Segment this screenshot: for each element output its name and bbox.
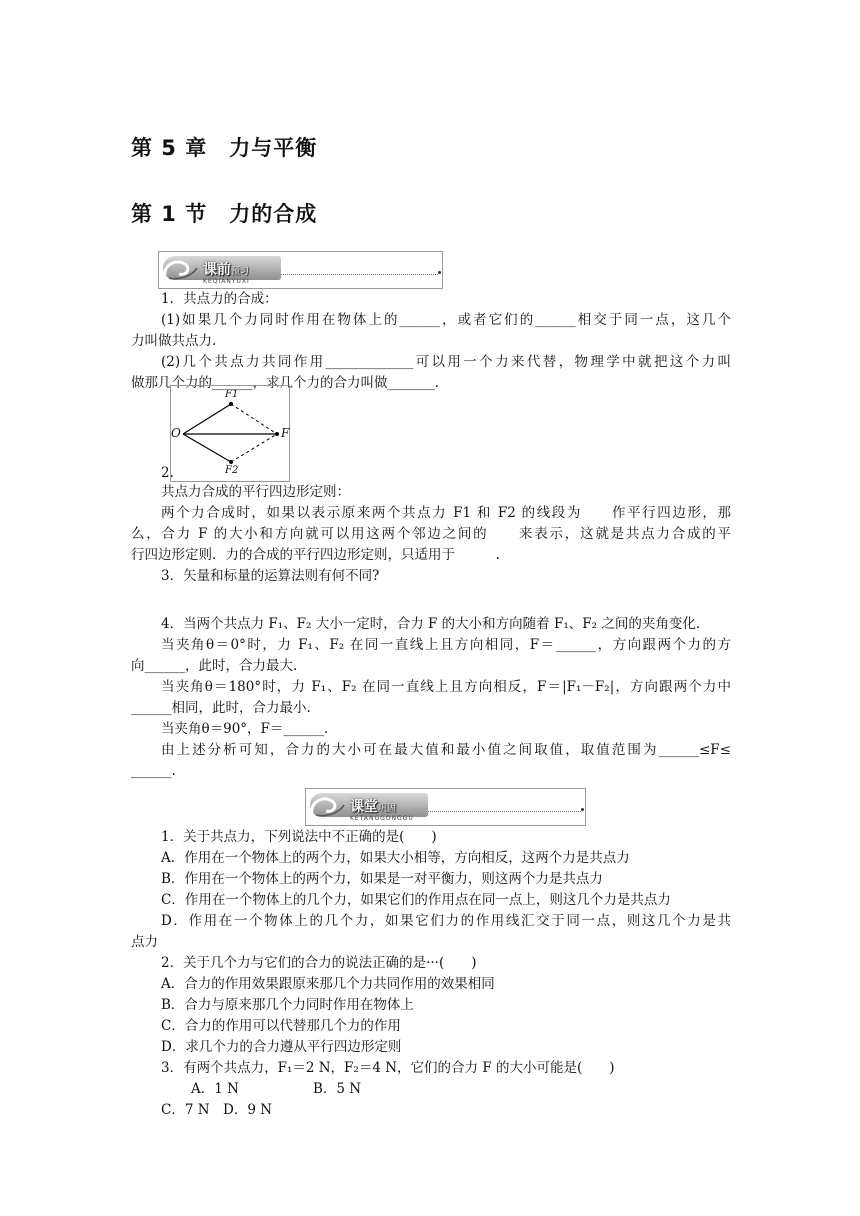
preview-banner-dotted-rule [281, 274, 438, 275]
classwork-q2-option-c: C．合力的作用可以代替那几个力的作用 [161, 1018, 401, 1034]
preview-q4-line-d: 当夹角θ＝180°时，力 F₁、F₂ 在同一直线上且方向相反，F＝|F₁－F₂|，方向跟两个力中 [161, 679, 731, 695]
classwork-q1-option-d-line-b: 点力 [131, 934, 158, 950]
classwork-q1-option-b: B．作用在一个物体上的两个力，如果是一对平衡力，则这两个力是共点力 [161, 871, 603, 887]
preview-q1-2-line-b: 做那几个力的______，求几个力的合力叫做_______. [131, 375, 440, 391]
classwork-q3: 3．有两个共点力，F₁＝2 N，F₂＝4 N，它们的合力 F 的大小可能是( ) [161, 1060, 615, 1076]
preview-q1-title: 1．共点力的合成： [161, 291, 278, 307]
classwork-banner-dotted-rule [428, 811, 581, 812]
preview-q4-line-f: 当夹角θ＝90°，F＝______. [161, 721, 329, 737]
label-o: O [171, 426, 181, 440]
classwork-q2-option-b: B．合力与原来那几个力同时作用在物体上 [161, 997, 414, 1013]
classwork-q3-options-ab [131, 1079, 731, 1100]
preview-q2-number: 2. [161, 465, 174, 481]
label-f1: F1 [225, 389, 239, 400]
classwork-banner-dot [581, 808, 584, 811]
classwork-q3-option-a: A．1 N [191, 1081, 239, 1097]
preview-q4-line-h: ______. [131, 763, 176, 779]
label-f2: F2 [225, 465, 239, 476]
classwork-banner-title: 课堂巩固 [350, 799, 397, 815]
classwork-q1-option-c: C．作用在一个物体上的几个力，如果它们的作用点在同一点上，则这几个力是共点力 [161, 892, 671, 908]
preview-banner-title: 课前预习 [203, 262, 250, 278]
classwork-q3-option-b: B．5 N [313, 1081, 362, 1097]
section-title: 第 1 节 力的合成 [131, 202, 318, 226]
preview-q1-1-line-b: 力叫做共点力. [131, 333, 217, 349]
chapter-title: 第 5 章 力与平衡 [131, 136, 318, 160]
classwork-q2-option-a: A．合力的作用效果跟原来那几个力共同作用的效果相同 [161, 976, 495, 992]
preview-q4-line-g: 由上述分析可知，合力的大小可在最大值和最小值之间取值，取值范围为______≤F≤ [161, 742, 731, 758]
swirl-logo-icon [161, 254, 201, 282]
preview-banner-dot [438, 271, 441, 274]
preview-q4-line-a: 4．当两个共点力 F₁、F₂ 大小一定时，合力 F 的大小和方向随着 F₁、F₂ 之间的夹角变化. [161, 616, 701, 632]
preview-banner-pinyin: KEQIANYUXI [203, 278, 250, 285]
preview-banner [158, 251, 443, 289]
classwork-q2-option-d: D．求几个力的合力遵从平行四边形定则 [161, 1039, 402, 1055]
preview-q4-line-e: ______相同，此时，合力最小. [131, 700, 311, 716]
classwork-q1-option-d-line-a: D．作用在一个物体上的几个力，如果它们力的作用线汇交于同一点，则这几个力是共 [161, 913, 731, 929]
preview-q4-line-b: 当夹角θ＝0°时，力 F₁、F₂ 在同一直线上且方向相同，F＝______，方向跟两个力的方 [161, 637, 731, 653]
label-f: F [281, 426, 290, 440]
preview-q3: 3．矢量和标量的运算法则有何不同? [161, 568, 380, 584]
preview-q2-line-b: 么，合力 F 的大小和方向就可以用这两个邻边之间的 来表示，这就是共点力合成的平 [131, 526, 731, 542]
preview-q4 [131, 614, 731, 782]
swirl-logo-icon [308, 791, 348, 819]
classwork-q2: 2．关于几个力与它们的合力的说法正确的是···( ) [161, 955, 477, 971]
classwork-q1-option-a: A．作用在一个物体上的两个力，如果大小相等，方向相反，这两个力是共点力 [161, 850, 630, 866]
preview-q2-title: 共点力合成的平行四边形定则： [161, 484, 350, 500]
preview-q1-2-line-a: (2)几个共点力共同作用_____________可以用一个力来代替，物理学中就把这个力叫 [161, 354, 731, 370]
classwork-banner-pinyin: KETANGGONGGU [350, 815, 414, 822]
classwork-q3-options-cd: C．7 N D．9 N [161, 1102, 273, 1118]
preview-q4-line-c: 向______，此时，合力最大. [131, 658, 298, 674]
preview-q2 [131, 482, 731, 587]
classwork-questions [131, 827, 731, 1121]
preview-q2-line-c: 行四边形定则．力的合成的平行四边形定则，只适用于 . [131, 547, 500, 563]
classwork-q1: 1．关于共点力，下列说法中不正确的是( ) [161, 829, 437, 845]
classwork-banner [305, 788, 586, 826]
preview-q1 [131, 289, 731, 394]
parallelogram-figure [170, 385, 290, 482]
preview-q2-line-a: 两个力合成时，如果以表示原来两个共点力 F1 和 F2 的线段为 作平行四边形，那 [161, 505, 731, 521]
preview-q1-1-line-a: (1)如果几个力同时作用在物体上的______，或者它们的______相交于同一点，这几个 [161, 312, 731, 328]
